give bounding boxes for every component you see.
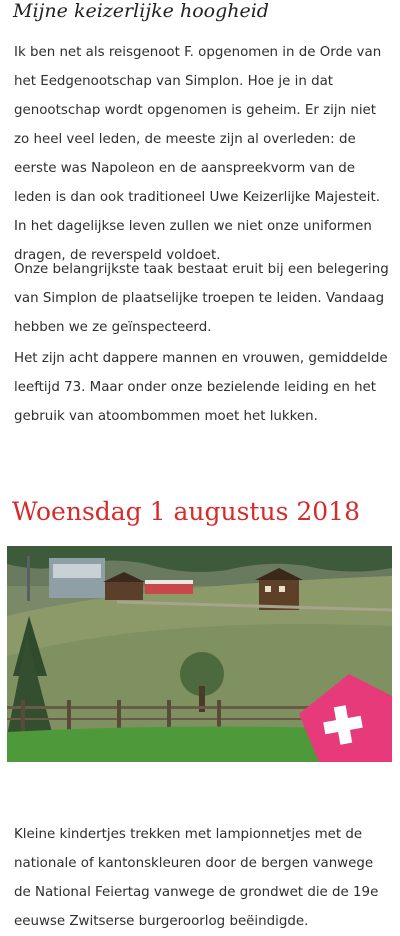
paragraph-2: Onze belangrijkste taak bestaat eruit bij een belegering van Simplon de plaatselijke troepen te leiden. Vandaag hebben we ze geïnspecteerd.	[14, 262, 389, 335]
post-title: Mijne keizerlijke hoogheid	[13, 0, 269, 22]
paragraph-1: Ik ben net als reisgenoot F. opgenomen in de Orde van het Eedgenootschap van Simplon. Hoe je in dat genootschap wordt opgenomen is geheim. Er zijn niet zo heel veel leden, de meeste zijn al overleden: de eerste was Napoleon en de aanspreekvorm van de leden is dan ook traditioneel Uwe Keizerlijke Majesteit. In het dagelijkse leven zullen we niet onze uniformen dragen, de reverspeld voldoet.	[14, 45, 382, 263]
swiss-flag-photo	[7, 546, 392, 762]
date-heading: Woensdag 1 augustus 2018	[12, 497, 360, 526]
paragraph-3: Het zijn acht dappere mannen en vrouwen, gemiddelde leeftijd 73. Maar onder onze bezielende leiding en het gebruik van atoombommen moet het lukken.	[14, 351, 388, 424]
photo-scene	[7, 546, 392, 762]
paragraph-day: Kleine kindertjes trekken met lampionnetjes met de nationale of kantonskleuren door de bergen vanwege de National Feiertag vanwege de grondwet die de 19e eeuwse Zwitserse burgeroorlog beëindigde.	[14, 827, 379, 929]
